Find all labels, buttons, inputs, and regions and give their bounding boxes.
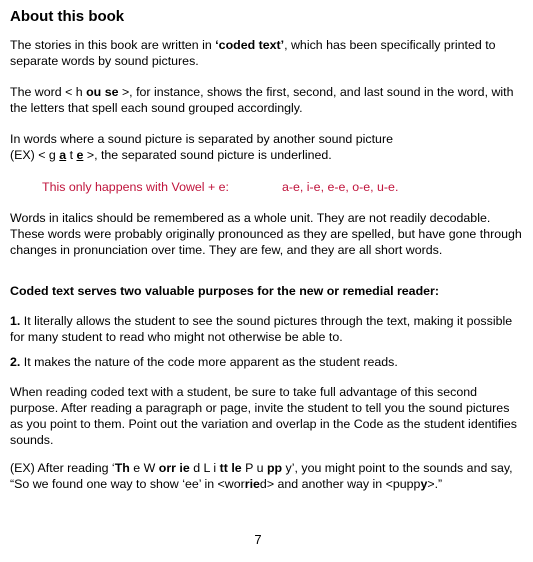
- text: >.”: [427, 477, 443, 491]
- purpose-two: [10, 354, 525, 370]
- text: t: [66, 148, 77, 162]
- text: >, the separated sound picture is underlined.: [83, 148, 332, 162]
- sound-picture: Th: [114, 461, 130, 475]
- paragraph-house-example: [10, 84, 525, 116]
- vowel-e-note: This only happens with Vowel + e:: [42, 180, 230, 194]
- paragraph-puppy-example: [10, 460, 525, 492]
- coded-text-term: ‘coded text’: [215, 38, 285, 52]
- text: y’, you might point to the sounds and say, “So we found one way to show ‘ee’ in <wor: [10, 461, 513, 491]
- text: P u: [241, 461, 267, 475]
- vowel-e-patterns: a-e, i-e, e-e, o-e, u-e.: [282, 180, 399, 194]
- paragraph-reading-advice: When reading coded text with a student, be sure to take full advantage of this second purpose. After reading a paragraph or page, invite the student to tell you the sound pictures as you point to them. Point out the variation and overlap in the Code as the student identifies sounds.: [10, 385, 517, 447]
- list-number: 1.: [10, 314, 21, 328]
- text: (EX) After reading ‘: [10, 461, 115, 475]
- sound-picture: pp: [266, 461, 283, 475]
- page-number: 7: [254, 532, 262, 547]
- sound-picture: le: [231, 461, 242, 475]
- paragraph-coded-text-intro: [10, 37, 525, 69]
- sound-picture: se: [104, 85, 119, 99]
- underlined-sound-picture: a: [59, 148, 67, 162]
- paragraph-italics-words: Words in italics should be remembered as a whole unit. They are not readily decodable. These words were probably originally pronounced as they are spelled, but have gone through changes in pronunciation over time. They are few, and they are all short words.: [10, 211, 522, 257]
- text: It makes the nature of the code more apparent as the student reads.: [20, 355, 398, 369]
- underlined-sound-picture: e: [76, 148, 84, 162]
- sound-picture: ie: [179, 461, 190, 475]
- text: e W: [129, 461, 159, 475]
- purpose-one: [10, 313, 525, 345]
- text: The word < h: [10, 85, 87, 99]
- sound-picture: ou: [86, 85, 102, 99]
- sound-picture: tt: [219, 461, 228, 475]
- sound-picture: orr: [158, 461, 176, 475]
- sound-picture: rie: [244, 477, 260, 491]
- text: d> and another way in <pupp: [259, 477, 421, 491]
- text: It literally allows the student to see the sound pictures through the text, making it possible for many student to read who might not otherwise be able to.: [10, 314, 513, 344]
- page-title: About this book: [10, 8, 125, 25]
- text: d L i: [189, 461, 220, 475]
- text: , which has been specifically printed to separate words by sound pictures.: [10, 38, 496, 68]
- text: (EX) < g: [10, 148, 60, 162]
- paragraph-separated-sound-picture: [10, 131, 525, 163]
- text: The stories in this book are written in: [10, 38, 216, 52]
- list-number: 2.: [10, 355, 21, 369]
- purposes-heading: Coded text serves two valuable purposes for the new or remedial reader:: [10, 284, 439, 298]
- text: >, for instance, shows the first, second, and last sound in the word, with the letters that spell each sound grouped accordingly.: [10, 85, 514, 115]
- sound-picture: y: [420, 477, 428, 491]
- text: In words where a sound picture is separated by another sound picture: [10, 132, 393, 146]
